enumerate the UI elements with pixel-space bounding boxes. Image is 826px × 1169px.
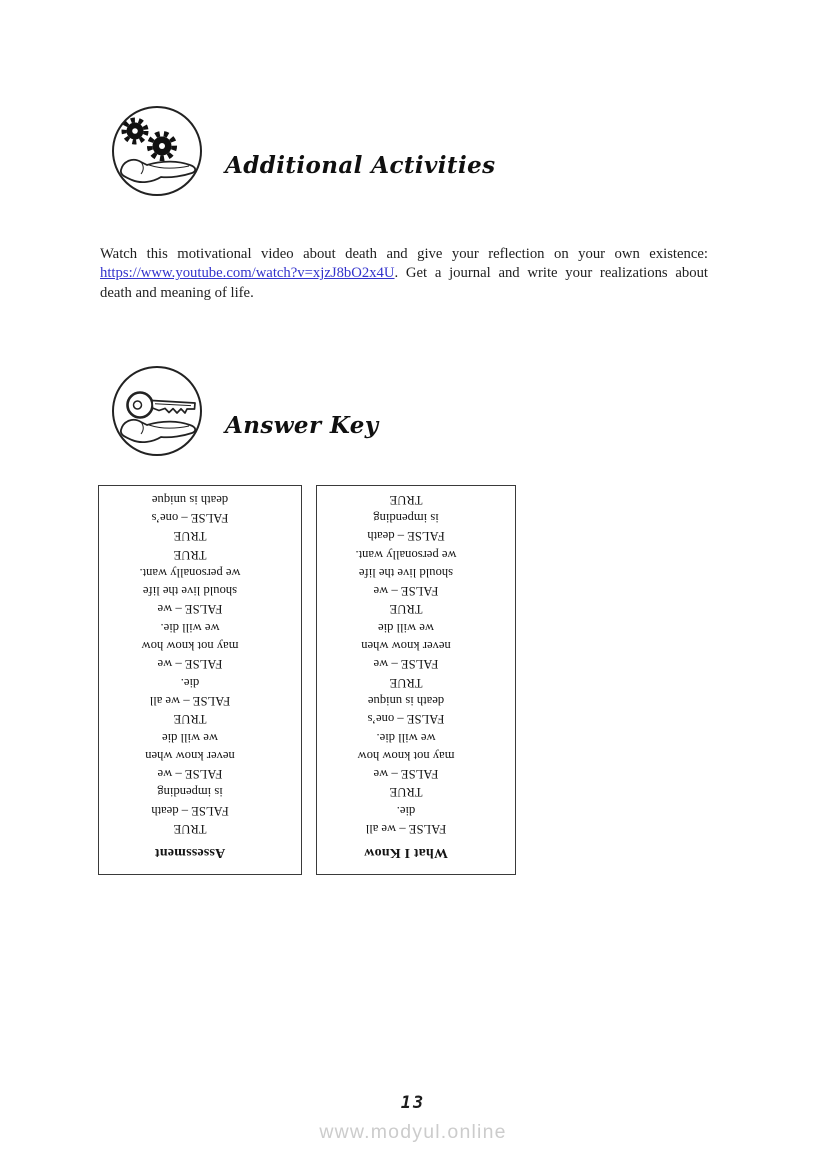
what-i-know-answer-box [316, 485, 516, 875]
answer-line: FALSE – we [157, 602, 223, 617]
answer-line: may not know how [357, 748, 455, 763]
answer-line: TRUE [173, 547, 207, 562]
answer-line: FALSE – we [157, 657, 223, 672]
page-number: 13 [400, 1093, 426, 1113]
answer-line: may not know how [141, 639, 239, 654]
answer-line: is impending [373, 510, 439, 525]
answer-line: TRUE [389, 602, 423, 617]
assessment-answer-lines [101, 490, 279, 838]
answer-line: TRUE [389, 785, 423, 800]
assessment-answer-box [98, 485, 302, 875]
answer-line: we personally want. [355, 547, 457, 562]
answer-line: FALSE – death [151, 803, 229, 818]
paragraph-text-after-link: . Get a journal and write your realizations about death and meaning of life. [100, 265, 708, 302]
answer-line: TRUE [389, 492, 423, 507]
hand-with-gears-icon [111, 104, 203, 198]
assessment-box-title: Assessment [154, 845, 226, 860]
watermark: www.modyul.online [319, 1121, 507, 1143]
answer-line: we will die [162, 730, 218, 745]
answer-line: TRUE [173, 822, 207, 836]
answer-line: FALSE – we [373, 584, 439, 599]
answer-line: FALSE – we [373, 657, 439, 672]
youtube-link[interactable]: https://www.youtube.com/watch?v=xjzJ8bO2x4U [100, 265, 395, 282]
hand-with-key-icon [111, 364, 203, 458]
answer-line: FALSE – we all [149, 693, 231, 708]
answer-line: we will die [378, 620, 434, 635]
answer-line: die. [180, 675, 200, 690]
what-i-know-box-title: What I Know [364, 845, 448, 860]
answer-line: FALSE – death [367, 529, 445, 544]
paragraph-text-before-link: Watch this motivational video about death and give your reflection on your own existence: [100, 245, 708, 262]
answer-line: never know when [361, 639, 451, 654]
answer-line: should live the life [142, 584, 238, 599]
assessment-answers-rotated [99, 486, 301, 874]
answer-line: TRUE [173, 712, 207, 727]
answer-line: FALSE – we [373, 767, 439, 782]
answer-line: never know when [145, 748, 235, 763]
answer-line: death is unique [367, 693, 445, 708]
answer-line: we will die. [160, 620, 220, 635]
additional-activities-heading: Additional Activities [225, 152, 496, 180]
answer-line: FALSE – one’s [367, 712, 445, 727]
answer-line: death is unique [151, 492, 229, 507]
what-i-know-answers-rotated [317, 486, 515, 874]
answer-key-heading: Answer Key [225, 412, 379, 440]
answer-line: TRUE [389, 675, 423, 690]
answer-line: should live the life [358, 565, 454, 580]
answer-line: die. [396, 803, 416, 818]
answer-line: is impending [157, 785, 223, 800]
activity-paragraph [100, 245, 708, 304]
answer-line: we personally want. [139, 565, 241, 580]
answer-line: FALSE – we all [365, 822, 447, 836]
answer-line: TRUE [173, 529, 207, 544]
answer-line: FALSE – one’s [151, 510, 229, 525]
what-i-know-answer-lines [319, 490, 493, 838]
answer-line: FALSE – we [157, 767, 223, 782]
answer-line: we will die. [376, 730, 436, 745]
